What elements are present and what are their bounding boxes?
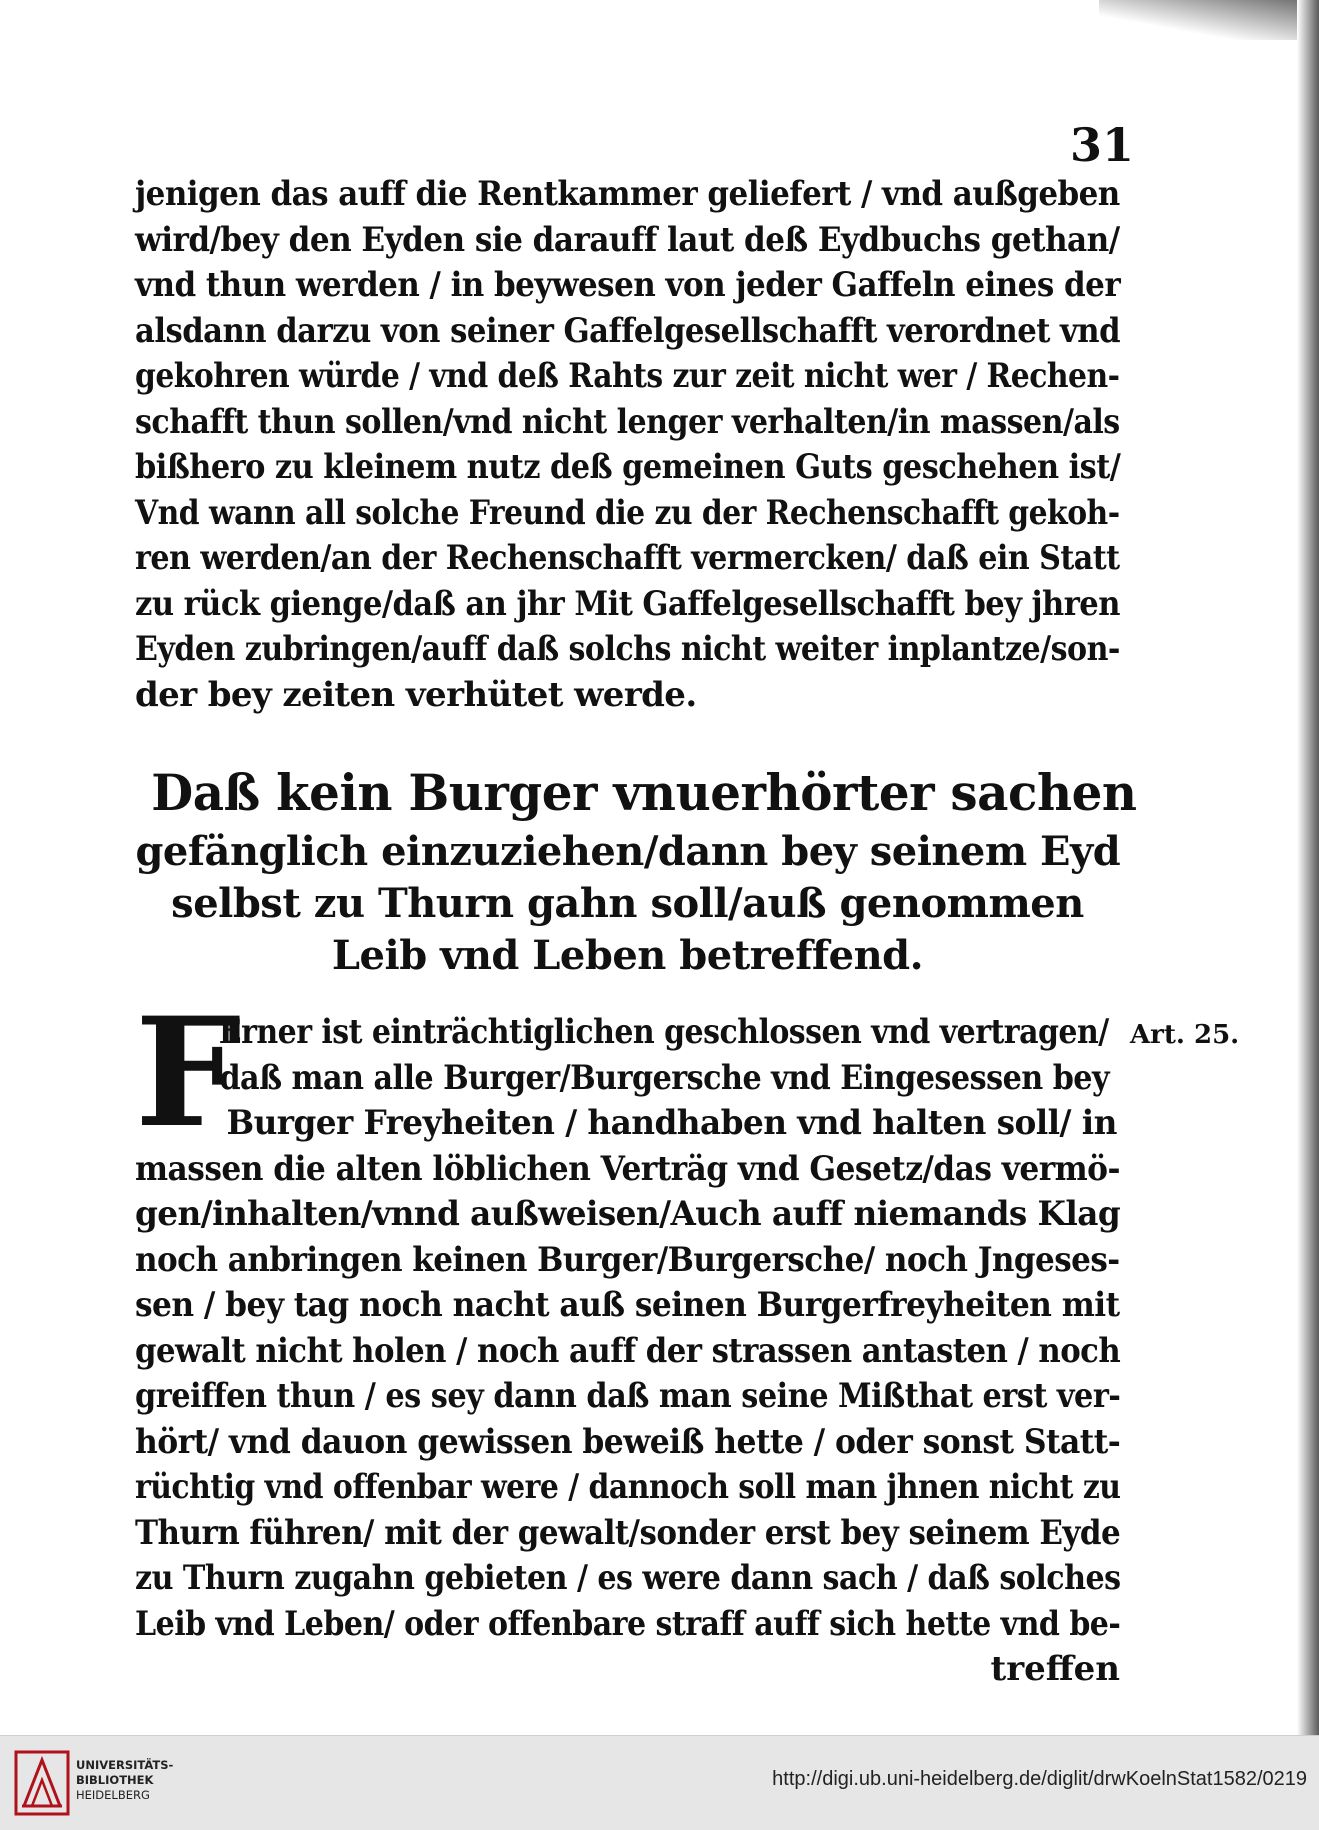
text-line: gen/inhalten/vnnd außweisen/Auch auff niemands Klag <box>135 1194 1121 1234</box>
heading-line: Daß kein Burger vnuerhörter sachen <box>151 763 1137 822</box>
text-line: daß man alle Burger/Burgersche vnd Eingesessen bey <box>219 1057 1110 1098</box>
text-line: gewalt nicht holen / noch auff der strassen antasten / noch <box>135 1330 1121 1371</box>
heading-line: gefänglich einzuziehen/dann bey seinem Eyd <box>135 828 1121 875</box>
text-line: Burger Freyheiten / handhaben vnd halten soll/ in <box>226 1103 1117 1143</box>
text-line: der bey zeiten verhütet werde. <box>135 674 697 715</box>
permalink-url[interactable]: http://digi.ub.uni-heidelberg.de/diglit/drwKoelnStat1582/0219 <box>772 1768 1307 1790</box>
text-line: massen die alten löblichen Verträg vnd Gesetz/das vermö- <box>135 1148 1120 1189</box>
viewer-footer <box>0 1735 1319 1830</box>
text-line: greiffen thun / es sey dann daß man seine Mißthat erst ver- <box>135 1376 1121 1416</box>
heading-line: Leib vnd Leben betreffend. <box>331 932 924 979</box>
logo-line: BIBLIOTHEK <box>76 1773 154 1787</box>
text-line: hört/ vnd dauon gewissen beweiß hette / oder sonst Statt- <box>135 1421 1121 1462</box>
body-text-lower <box>135 1010 1120 1693</box>
logo-line: HEIDELBERG <box>76 1788 150 1802</box>
text-line: Leib vnd Leben/ oder offenbare straff auff sich hette vnd be- <box>135 1603 1121 1644</box>
body-text-upper <box>135 172 1120 718</box>
text-line: Erner ist einträchtiglichen geschlossen vnd vertragen/ <box>218 1012 1109 1052</box>
text-line: bißhero zu kleinem nutz deß gemeinen Guts geschehen ist/ <box>135 447 1121 487</box>
heading-line: selbst zu Thurn gahn soll/auß genommen <box>171 880 1084 927</box>
text-line: zu rück gienge/daß an jhr Mit Gaffelgesellschafft bey jhren <box>135 583 1120 624</box>
text-line: noch anbringen keinen Burger/Burgersche/ noch Jngeses- <box>135 1239 1120 1280</box>
scan-shadow-right <box>1297 0 1319 1735</box>
library-logo-text <box>76 1758 173 1803</box>
logo-line: UNIVERSITÄTS- <box>76 1758 174 1772</box>
catchword: treffen <box>990 1649 1120 1689</box>
library-logo-icon <box>14 1750 70 1816</box>
section-heading <box>135 760 1137 982</box>
text-line: sen / bey tag noch nacht auß seinen Burgerfreyheiten mit <box>135 1285 1120 1325</box>
scan-shadow-top <box>1099 0 1319 40</box>
text-line: vnd thun werden / in beywesen von jeder Gaffeln eines der <box>135 265 1121 305</box>
text-line: rüchtig vnd offenbar were / dannoch soll man jhnen nicht zu <box>135 1467 1121 1507</box>
text-line: schafft thun sollen/vnd nicht lenger verhalten/in massen/als <box>135 401 1120 442</box>
catchword-row <box>135 1647 1120 1693</box>
text-line: gekohren würde / vnd deß Rahts zur zeit nicht wer / Rechen- <box>135 356 1120 396</box>
text-line: Thurn führen/ mit der gewalt/sonder erst bey seinem Eyde <box>135 1512 1121 1553</box>
page-number: 31 <box>1069 118 1134 172</box>
text-line: Eyden zubringen/auff daß solchs nicht weiter inplantze/son- <box>135 629 1120 669</box>
text-line: jenigen das auff die Rentkammer geliefert / vnd außgeben <box>135 174 1120 214</box>
text-line: Vnd wann all solche Freund die zu der Rechenschafft gekoh- <box>135 492 1120 533</box>
text-line: ren werden/an der Rechenschafft vermercken/ daß ein Statt <box>135 538 1120 578</box>
decorated-initial: F <box>135 985 242 1161</box>
margin-note: Art. 25. <box>1130 1020 1240 1050</box>
text-line: alsdann darzu von seiner Gaffelgesellschafft verordnet vnd <box>135 310 1121 351</box>
text-line: wird/bey den Eyden sie darauff laut deß Eydbuchs gethan/ <box>135 219 1120 260</box>
text-line: zu Thurn zugahn gebieten / es were dann sach / daß solches <box>135 1558 1121 1598</box>
